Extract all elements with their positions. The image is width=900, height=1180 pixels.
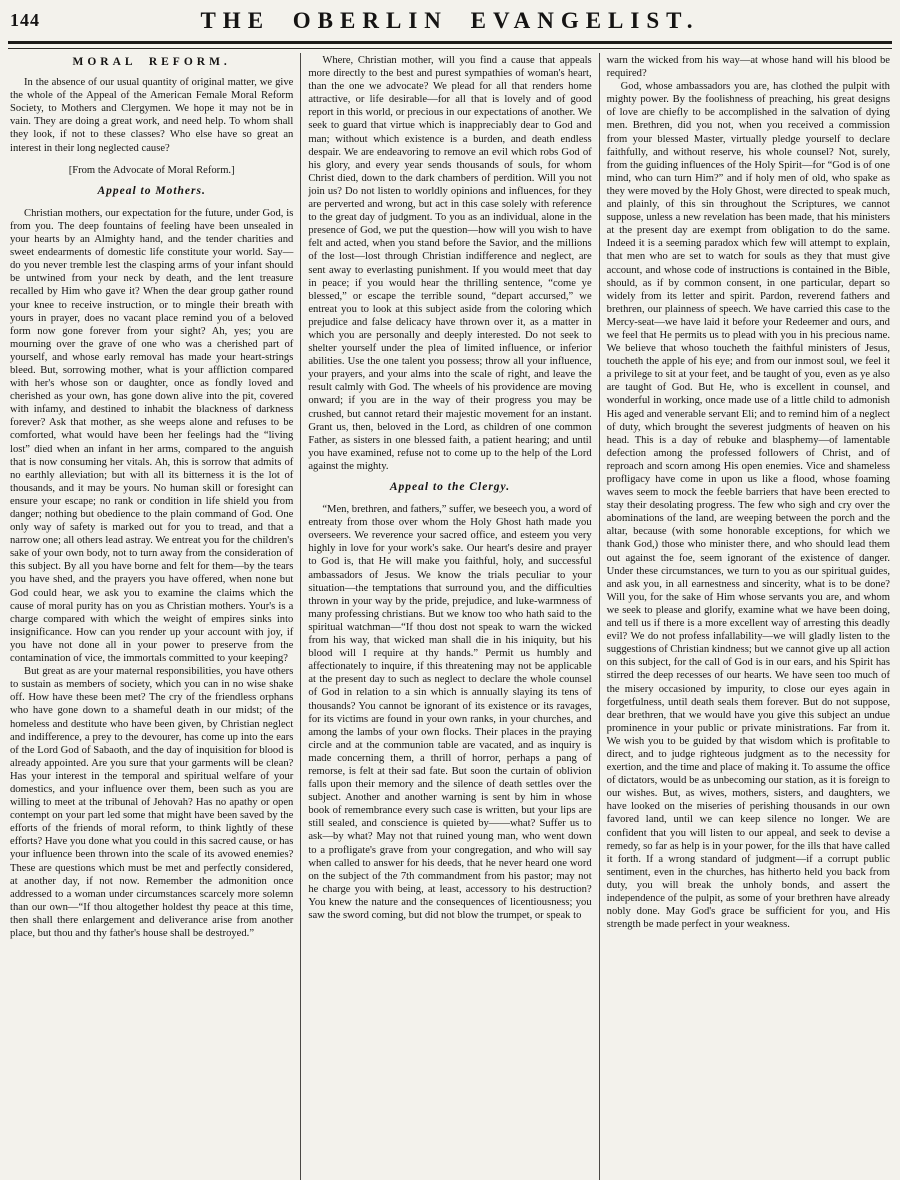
column-divider (300, 53, 301, 1180)
editor-intro: In the absence of our usual quantity of original matter, we give the whole of the Appeal of the American Female Moral Reform Society, to Mothers and Clergymen. We hope it may not be in vain. They are doing a great work, and need help. To whom shall they look, if not to these classes? Who else have so great an interest in their long neglected cause? (10, 77, 294, 154)
paragraph-continuation: warn the wicked from his way—at whose hand will his blood be required? (606, 55, 890, 80)
subheading-appeal-to-the-clergy: Appeal to the Clergy. (389, 481, 511, 493)
page-number: 144 (10, 10, 40, 30)
subheading-appeal-to-mothers: Appeal to Mothers. (97, 184, 206, 197)
column-1 (8, 53, 295, 1180)
column-3 (605, 53, 892, 1180)
column-2 (306, 53, 593, 1180)
header-rule (8, 41, 892, 49)
column-divider (599, 53, 600, 1180)
paragraph: “Men, brethren, and fathers,” suffer, we beseech you, a word of entreaty from those over whom the Holy Ghost hath made you overseers. We reverence your sacred office, and esteem you very highly in love for your work's sake. Our heart's desire and prayer to God is, that He will make you faithful, holy, and successful ambassadors of Jesus. We know the trials peculiar to your situation—the temptations that surround you, and the difficulties thrown in your way by the pride, prejudice, and luke-warmness of many professing christians. But we know too who hath said to the spiritual watchman—“If thou dost not speak to warn the wicked from his way, that wicked man shall die in his iniquity, but his blood will I require at thy hands.” Permit us humbly and affectionately to inquire, if this threatening may not be applicable at the present day to such as neglect to declare the whole counsel of God in relation to a sin which is annually slaying its tens of thousands? You cannot be ignorant of its existence or its ravages, for its victims are found in your own ranks, in your churches, and among the lambs of your own flocks. Their places in the praying circle and at the communion table are vacated, and as inquiry is made concerning them, a thrill of horror, perhaps a pang of remorse, is felt at their sad fate. But soon the curtain of oblivion falls upon their memory and the silence of death settles over the subject. Another and another warning is sent by him in whose book of remembrance every such case is written, but your lips are still sealed, and conscience is quieted by——what? Suffer us to ask—by what? May not that ruined young man, who went down to a profligate's grave from your congregation, and who will say when called to answer for his deeds, that he never heard one word on the subject of the 7th commandment from his pastor; may not he charge you with being, at least, accessory to his destruction? You knew the nature and the consequences of licentiousness; you saw the sword coming, but did not blow the trumpet, or speak to (308, 504, 592, 921)
paragraph: Where, Christian mother, will you find a cause that appeals more directly to the best and purest sympathies of woman's heart, than the one we advocate? We plead for all that renders home attractive, or life desirable—for all that is lovely and of good report in this world, or precious in our expectations of another. We seek to guard that virtue which is inappreciably dear to God and man; without which existence is a burden, and death endless despair. We are endeavoring to remove an evil which robs God of his glory, and every year sends thousands of souls, for whom Christ died, down to the dark chambers of perdition. Will you not join us? Do not listen to worldly opinions and influences, for they are perverted and wrong, but act in this case solely with reference to the great day of judgment. To you as an individual, alone in the presence of God, we put the question—how will you wish to have felt and acted, when you stand before the Savior, and the millions of the lost—lost through Christian indifference and neglect, are sent away to everlasting punishment. If you would meet that day in peace; if you would hear the thrilling sentence, “come ye blessed,” or escape the terrible sound, “depart accursed,” we entreat you to look at this subject aside from the coloring which prejudice and false delicacy have thrown over it, as a matter in which you are personally and deeply interested. Do not seek to shelter yourself under the plea of limited influence, or inferior abilities. Use the one talent you possess; throw all your influence, your prayers, and your alms into the scale of right, and leave the result calmly with God. The wheels of his providence are moving onward; if you are in the way of their progress you may be crushed, but cannot retard their majestic movement for an instant. Grant us, then, beloved in the Lord, as children of one common Father, as sisters in one blessed faith, a patient hearing; and until you have examined, refuse not to come up to the help of the Lord against the mighty. (308, 55, 592, 472)
paragraph: But great as are your maternal responsibilities, you have others to sustain as members of society, which you can in no wise shake off. How have these been met? The cry of the friendless orphans who have gone down to a shameful death in our midst; of the homeless and destitute who have been given, by Christian neglect and indifference, a prey to the devourer, has come up into the ears of the Lord God of Sabaoth, and the day of inquisition for blood is already appointed. Are you sure that your garments will be clean? Has your interest in the temporal and spiritual welfare of your domestics, and your influence over them, been such as you are willing to meet at the tribunal of Jehovah? Has no apathy or open contempt on your part led some that might have been saved by the efforts of the friends of moral reform, to think lightly of these efforts? Have you done what you could in this sacred cause, or has your influence been thrown into the scale of its avowed enemies? These are questions which must be met and perfectly considered, at another day, if not now. Remember the admonition once addressed to a woman under circumstances scarcely more solemn than our own—“If thou altogether holdest thy peace at this time, then shall there enlargement and deliverance arise from another place, but thou and thy father's house shall be destroyed.” (10, 666, 294, 939)
masthead-title: THE OBERLIN EVANGELIST. (200, 8, 700, 33)
article-heading: MORAL REFORM. (72, 56, 231, 68)
paragraph: Christian mothers, our expectation for the future, under God, is from you. The deep fountains of feeling have been unsealed in your hearts by an Almighty hand, and the tender charities and sweet endearments of domestic life constitute your world. Say—do you never tremble lest the clasping arms of your infant should be untwined from your neck by death, and the lent treasure recalled by Him who gave it? When the dear group gather round your knee to receive instruction, or to mingle their breath with yours in prayer, does no vacant place remind you of a beloved form now gone forever from your sight? Ah, yes; you are mourning over the grave of one who was a cherished part of yourself, and whose early removal has made your heart-strings bleed. But, sorrowing mother, what is your affliction compared with her's whose son or daughter, once as fondly loved and cherished as your own, has gone down alive into the pit, covered with infamy, and destined to inhabit the blackness of darkness forever? Ask that mother, as she weeps alone and refuses to be comforted, what would have been her feelings had the “living lost” died when an infant in her arms, compared to the anguish that is now consuming her vitals. Ah, this is sorrow that admits of no earthly alleviation; but with all its bitterness it is the lot of thousands, and it may be yours. No human skill or foresight can ensure your escape; no rank or condition in life shield you from danger; nothing but obedience to the plain command of God. One only way of safety is marked out for you to tread, and that a narrow one; all others lead astray. We entreat you for the children's sake of your own body, not to turn away from the consideration of this subject. By all you have borne and felt for them—by the tears you have shed, and the prayers you have offered, when none but God could hear, we ask you to examine the claims which the cause of moral purity has on you as Christian mothers. Your's is a charge compared with which the weight of empires sinks into insignificance. How can you render up your account with joy, if you have not done all in your power to preserve from the contamination of vice, the immortals committed to your keeping? (10, 207, 294, 665)
paragraph: God, whose ambassadors you are, has clothed the pulpit with mighty power. By the foolishness of preaching, his great designs of love are chiefly to be accomplished in the salvation of dying men. Brethren, did you not, when you received a commission from your blessed Master, virtually pledge yourself to declare faithfully, and without reserve, his whole counsel? Not, surely, from the guiding influences of the Holy Spirit—for “God is of one mind, who can turn Him?” and if holy men of old, who spake as they were moved by the Holy Ghost, were directed to speak much, and plainly, of this sin throughout the Scriptures, we cannot suppose, unless a new revelation has been made, that his ministers at the present day are exempt from obligation to do the same. Indeed it is a seeming paradox which few will attempt to explain, that men who are set to watch for souls as they that must give account, and whose code of instructions is contained in the Bible, should, as if by common consent, in one particular, depart so widely from its letter and spirit. Pardon, reverend fathers and brethren, our plainness of speech. We have carried this case to the Mercy-seat—we have laid it before your Redeemer and ours, and we feel that He permits us to plead with you in his precious name. We believe that whoso toucheth the faithful ministers of Jesus, toucheth the apple of his eye; and from our inmost soul, we feel it a privilege to sit at your feet, and be taught of you, even as ye also are taught of God. But He, who is excellent in counsel, and wonderful in working, once made use of a little child to admonish His aged and venerable servant Eli; and to remind him of a neglect of duty, which brought the severest judgments of heaven on his head. This is a day of rebuke and blasphemy—of lamentable defection among the professed followers of Christ, and of reproach and scorn among His open enemies. Vice and shameless profligacy have come in upon us like a flood, whose foaming waves seem to mock the feeble barriers that have been erected to stay their desolating progress. The few who sigh and cry over the abominations of the land, are weeping between the porch and the altar, because (with some honorable exceptions, for which we thank God,) those who minister there, and who should lead them out against the foe, seem ignorant of the existence of danger. Under these circumstances, we turn to you as our spiritual guides, and ask you, in all earnestness and sincerity, what is to be done? Will you, for the sake of Him whose servants you are, and whom we seek to please and glorify, examine what we have been doing, and tell us if there is a more excellent way of arresting this deadly evil? We do not profess infallability—we will gladly listen to the suggestions of Christian kindness; but we cannot give up all action on this subject, for the call of God is in our ears, and his Spirit has stirred the deep recesses of our hearts. We have seen too much of the misery occasioned by impurity, to close our eyes again in forgetfulness, until death seals them forever. But do not suppose, dear brethren, that we would have you give this subject an undue prominence in your public or private ministrations. Far from it. We wish you to be guided by that wisdom which is profitable to direct, and to judge righteous judgment as to the necessity for exertion, and the time and place of making it. To assume the office of dictators, would be as unbecoming our station, as it is foreign to our wishes. But, as wives, mothers, sisters, and daughters, we have looked on the miseries of perishing thousands in our own favored land, until we can keep silence no longer. We are confident that you will listen to our appeal, and seek to devise a remedy, so far as help is in your power, for the ills that have called it forth. If a wrong standard of judgment—if a corrupt public sentiment, even in the churches, has hitherto held you back from duty, you will break the unholy bonds, and assert the independence of the pulpit, as some of your brethren have already nobly done. May God's grace be sufficient for you, and His strength be made perfect in your weakness. (606, 81, 890, 931)
page-header (8, 4, 892, 38)
source-attribution: [From the Advocate of Moral Reform.] (68, 164, 235, 176)
article-columns (8, 53, 892, 1180)
